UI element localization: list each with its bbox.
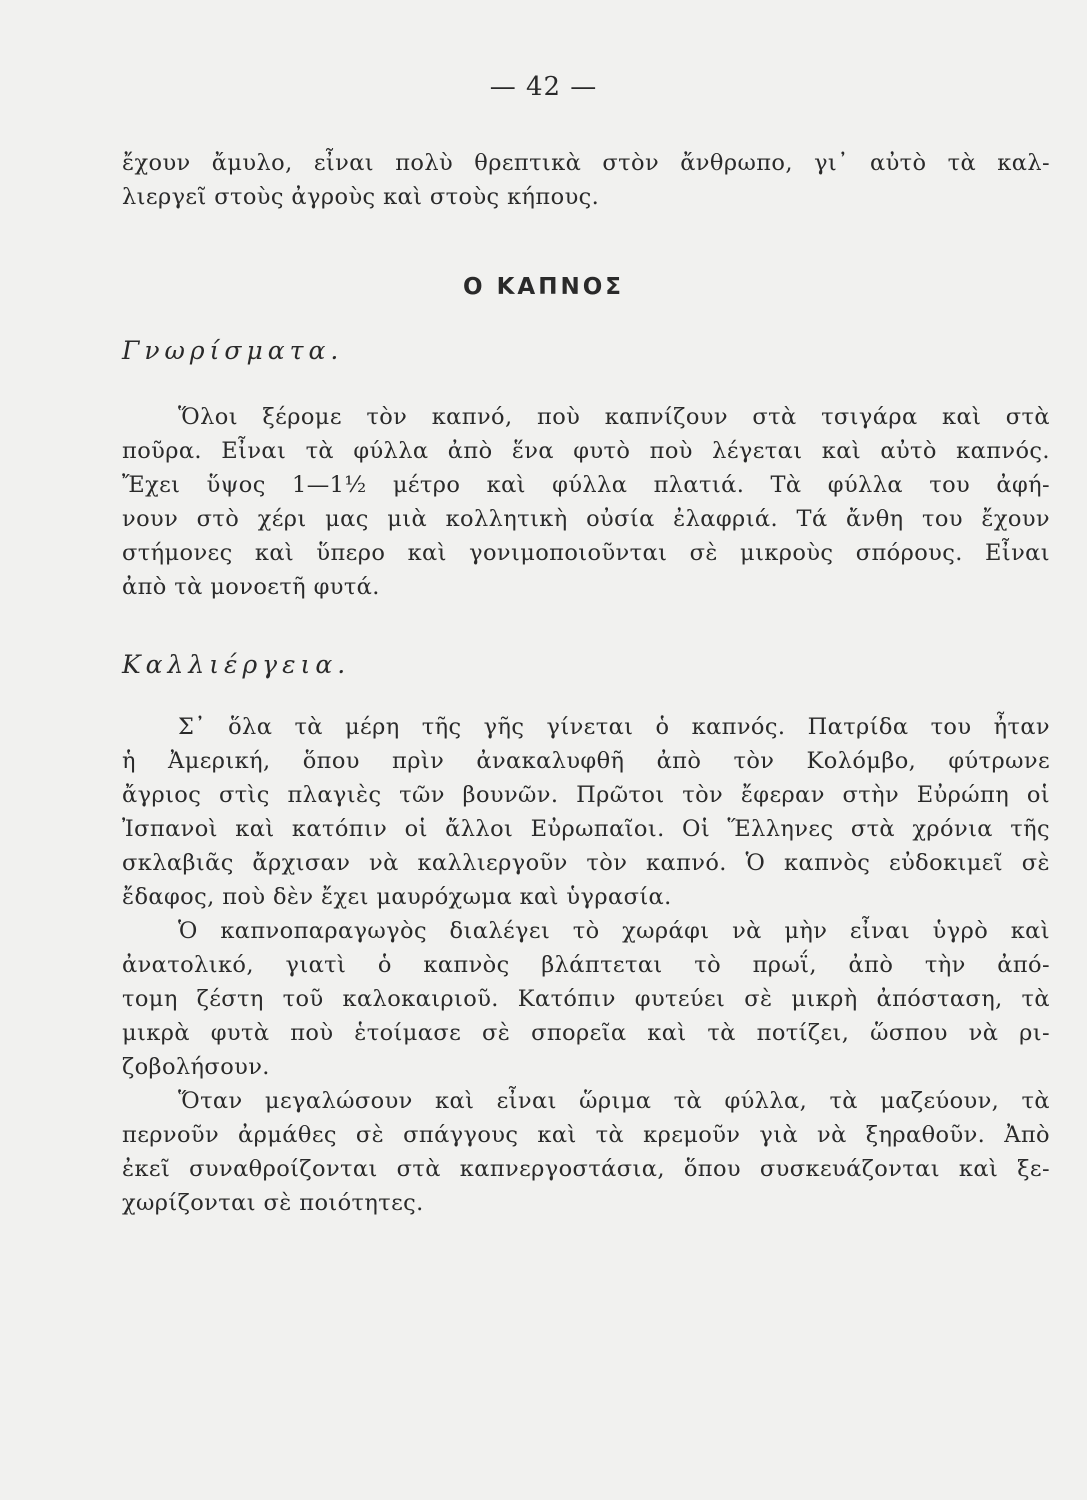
text-line: ἀπὸ τὰ μονοετῆ φυτά. bbox=[122, 574, 380, 600]
text-line: ποῦρα. Εἶναι τὰ φύλλα ἀπὸ ἕνα φυτὸ ποὺ λέγεται καὶ αὐτὸ καπνός. bbox=[122, 438, 1050, 464]
features-paragraph bbox=[122, 400, 1050, 604]
subsection-title-features: Γνωρίσματα. bbox=[122, 336, 344, 365]
text-line: σκλαβιᾶς ἄρχισαν νὰ καλλιεργοῦν τὸν καπνό. Ὁ καπνὸς εὐδοκιμεῖ σὲ bbox=[122, 850, 1050, 876]
text-line: ἀνατολικό, γιατὶ ὁ καπνὸς βλάπτεται τὸ πρωΐ, ἀπὸ τὴν ἀπό- bbox=[122, 952, 1050, 978]
text-line: ἔδαφος, ποὺ δὲν ἔχει μαυρόχωμα καὶ ὑγρασία. bbox=[122, 884, 672, 910]
text-line: Ὁ καπνοπαραγωγὸς διαλέγει τὸ χωράφι νὰ μὴν εἶναι ὑγρὸ καὶ bbox=[178, 918, 1050, 944]
text-line: νουν στὸ χέρι μας μιὰ κολλητικὴ οὐσία ἐλαφριά. Τά ἄνθη του ἔχουν bbox=[122, 506, 1050, 532]
text-line: Ἰσπανοὶ καὶ κατόπιν οἱ ἄλλοι Εὐρωπαῖοι. Οἱ Ἕλληνες στὰ χρόνια τῆς bbox=[122, 816, 1050, 842]
text-line: ἄγριος στὶς πλαγιὲς τῶν βουνῶν. Πρῶτοι τὸν ἔφεραν στὴν Εὐρώπη οἱ bbox=[122, 782, 1050, 808]
text-line: χωρίζονται σὲ ποιότητες. bbox=[122, 1190, 424, 1216]
intro-paragraph bbox=[122, 146, 1050, 214]
text-line: τομη ζέστη τοῦ καλοκαιριοῦ. Κατόπιν φυτεύει σὲ μικρὴ ἀπόσταση, τὰ bbox=[122, 986, 1050, 1012]
text-line: Σ᾽ ὅλα τὰ μέρη τῆς γῆς γίνεται ὁ καπνός. Πατρίδα του ἦταν bbox=[178, 714, 1050, 740]
section-title: Ο ΚΑΠΝΟΣ bbox=[463, 274, 624, 300]
text-line: ἡ Ἀμερική, ὅπου πρὶν ἀνακαλυφθῆ ἀπὸ τὸν Κολόμβο, φύτρωνε bbox=[122, 748, 1050, 774]
text-line: περνοῦν ἀρμάθες σὲ σπάγγους καὶ τὰ κρεμοῦν γιὰ νὰ ξηραθοῦν. Ἀπὸ bbox=[122, 1122, 1050, 1148]
text-line: ζοβολήσουν. bbox=[122, 1054, 270, 1080]
cultivation-paragraph bbox=[122, 710, 1050, 1220]
text-line: Ὅλοι ξέρομε τὸν καπνό, ποὺ καπνίζουν στὰ τσιγάρα καὶ στὰ bbox=[178, 404, 1050, 430]
subsection-title-cultivation: Καλλιέργεια. bbox=[122, 650, 351, 679]
text-line: Ὅταν μεγαλώσουν καὶ εἶναι ὥριμα τὰ φύλλα, τὰ μαζεύουν, τὰ bbox=[178, 1088, 1050, 1114]
page-number: — 42 — bbox=[489, 72, 598, 102]
text-line: στήμονες καὶ ὕπερο καὶ γονιμοποιοῦνται σὲ μικροὺς σπόρους. Εἶναι bbox=[122, 540, 1050, 566]
text-line: μικρὰ φυτὰ ποὺ ἑτοίμασε σὲ σπορεῖα καὶ τὰ ποτίζει, ὥσπου νὰ ρι- bbox=[122, 1020, 1050, 1046]
text-line: λιεργεῖ στοὺς ἀγροὺς καὶ στοὺς κήπους. bbox=[122, 184, 600, 210]
text-line: ἔχουν ἄμυλο, εἶναι πολὺ θρεπτικὰ στὸν ἄνθρωπο, γι᾽ αὐτὸ τὰ καλ- bbox=[122, 150, 1050, 176]
text-line: Ἔχει ὕψος 1—1½ μέτρο καὶ φύλλα πλατιά. Τὰ φύλλα του ἀφή- bbox=[122, 472, 1050, 498]
text-line: ἐκεῖ συναθροίζονται στὰ καπνεργοστάσια, ὅπου συσκευάζονται καὶ ξε- bbox=[122, 1156, 1050, 1182]
